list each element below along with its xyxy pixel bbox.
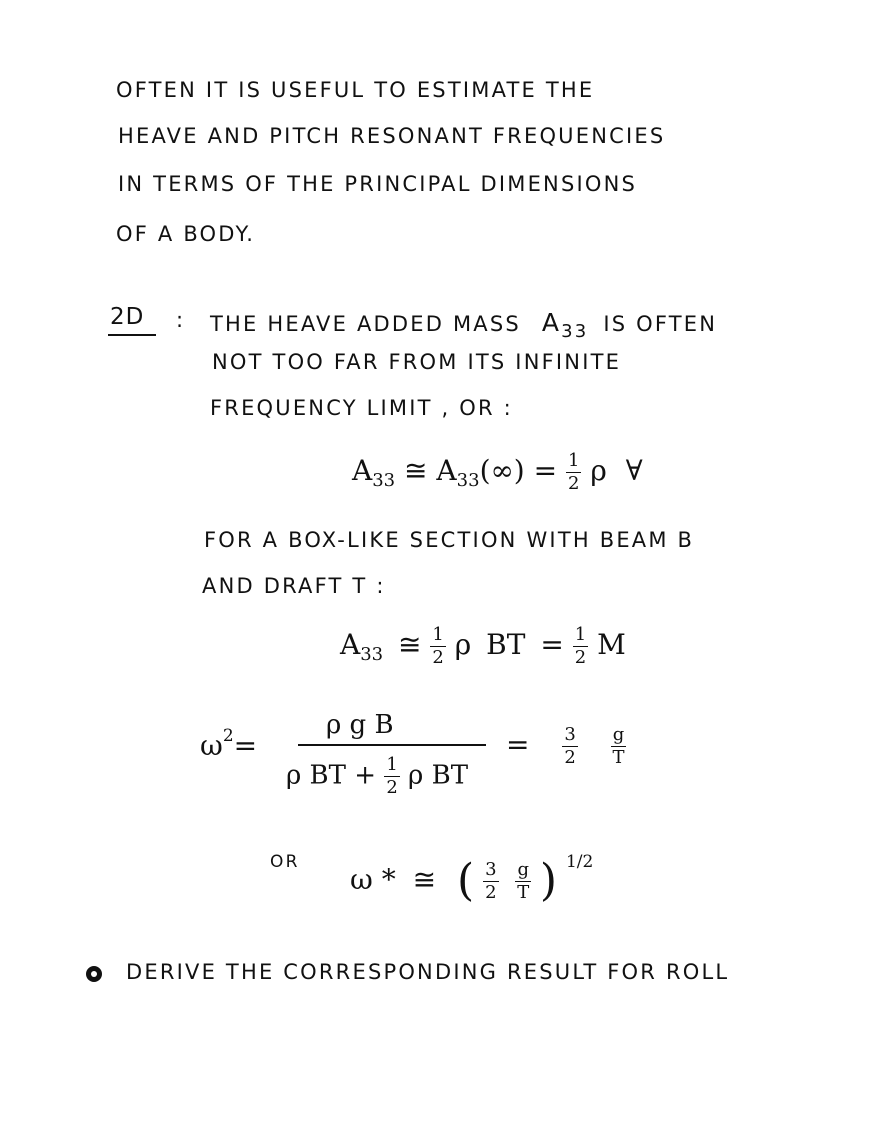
eq2-half-den: 2 xyxy=(432,647,444,668)
section-label: 2D xyxy=(110,304,145,330)
eq4-omega-star: ω * xyxy=(350,863,396,896)
box-line-2: AND DRAFT T : xyxy=(202,574,386,598)
intro-line-4: OF A BODY. xyxy=(116,222,256,246)
eq2-equals: = xyxy=(540,628,564,661)
added-mass-A: A xyxy=(541,308,562,337)
eq2-half-den-2: 2 xyxy=(574,647,587,668)
eq1-sub2: 33 xyxy=(456,470,480,491)
eq1-approx: ≅ xyxy=(404,454,428,487)
eq1-sub: 33 xyxy=(372,470,396,491)
eq3-denominator xyxy=(286,756,468,797)
eq3-rhs xyxy=(506,726,626,767)
section-line-3: FREQUENCY LIMIT , OR : xyxy=(210,396,513,420)
equation-natural-frequency xyxy=(350,852,593,906)
eq1-A: A xyxy=(352,454,373,487)
eq1-equals: = xyxy=(533,454,558,487)
eq3-fraction-bar xyxy=(298,744,486,746)
eq2-A: A xyxy=(340,628,361,661)
eq3-omega: ω xyxy=(200,729,223,762)
eq3-frac2 xyxy=(611,726,627,767)
eq4-approx: ≅ xyxy=(412,863,437,896)
eq3-denominator-b: ρ BT xyxy=(408,760,469,791)
eq3-lhs xyxy=(200,726,257,762)
eq2-bt: BT xyxy=(486,628,526,661)
eq3-denominator-a: ρ BT + xyxy=(286,760,377,791)
eq2-m: M xyxy=(597,628,626,661)
eq3-equals-2: = xyxy=(506,728,530,761)
eq4-frac1 xyxy=(483,861,498,902)
eq4-frac2 xyxy=(515,861,531,902)
eq2-half xyxy=(430,626,445,667)
eq4-frac1-den: 2 xyxy=(485,882,497,903)
section-line-2: NOT TOO FAR FROM ITS INFINITE xyxy=(212,350,622,374)
eq3-frac1-den: 2 xyxy=(564,747,576,768)
intro-line-1: OFTEN IT IS USEFUL TO ESTIMATE THE xyxy=(116,78,595,102)
eq3-sup: 2 xyxy=(222,726,234,746)
intro-line-2: HEAVE AND PITCH RESONANT FREQUENCIES xyxy=(118,124,666,148)
box-line-1: FOR A BOX-LIKE SECTION WITH BEAM B xyxy=(204,528,695,552)
section-colon: : xyxy=(176,308,186,332)
eq1-arg: (∞) xyxy=(479,454,525,487)
eq1-volume: ∀ xyxy=(625,454,643,487)
section-line-1-tail: IS OFTEN xyxy=(603,312,718,336)
eq3-den-half-num: 1 xyxy=(386,754,398,775)
equation-box-added-mass xyxy=(340,626,626,667)
eq1-rho: ρ xyxy=(590,454,607,487)
eq3-frac1 xyxy=(562,726,577,767)
eq4-lparen: ( xyxy=(457,855,475,906)
added-mass-subscript: 33 xyxy=(561,321,589,342)
eq3-den-half xyxy=(384,756,399,797)
eq1-A2: A xyxy=(436,454,457,487)
eq3-numerator: ρ g B xyxy=(326,710,394,740)
eq4-frac2-num: g xyxy=(517,859,529,880)
section-line-1-text: THE HEAVE ADDED MASS xyxy=(210,312,521,336)
eq2-sub: 33 xyxy=(360,644,384,665)
eq3-frac2-den: T xyxy=(612,747,625,768)
eq1-half-den: 2 xyxy=(568,473,580,494)
section-label-underline xyxy=(108,334,156,336)
eq3-frac1-num: 3 xyxy=(564,724,576,745)
task-bullet-icon xyxy=(86,966,102,982)
eq2-rho: ρ xyxy=(454,628,472,661)
equation-infinite-frequency-limit xyxy=(352,452,643,493)
eq4-exponent: 1/2 xyxy=(565,852,594,872)
added-mass-symbol xyxy=(541,308,589,342)
eq3-den-half-den: 2 xyxy=(386,777,398,798)
eq2-half-num-2: 1 xyxy=(574,624,587,645)
eq2-half-2 xyxy=(573,626,588,667)
task-text: DERIVE THE CORRESPONDING RESULT FOR ROLL xyxy=(126,960,730,984)
eq1-half xyxy=(566,452,581,493)
eq1-half-num: 1 xyxy=(568,450,580,471)
eq3-frac2-num: g xyxy=(612,724,625,745)
intro-line-3: IN TERMS OF THE PRINCIPAL DIMENSIONS xyxy=(118,172,638,196)
eq4-frac1-num: 3 xyxy=(485,859,497,880)
eq3-equals: = xyxy=(233,729,258,762)
eq2-approx: ≅ xyxy=(398,628,422,661)
eq4-or: OR xyxy=(270,852,300,872)
eq2-half-num: 1 xyxy=(432,624,444,645)
eq4-frac2-den: T xyxy=(517,882,530,903)
section-line-1 xyxy=(210,308,717,342)
eq4-rparen: ) xyxy=(539,855,558,906)
